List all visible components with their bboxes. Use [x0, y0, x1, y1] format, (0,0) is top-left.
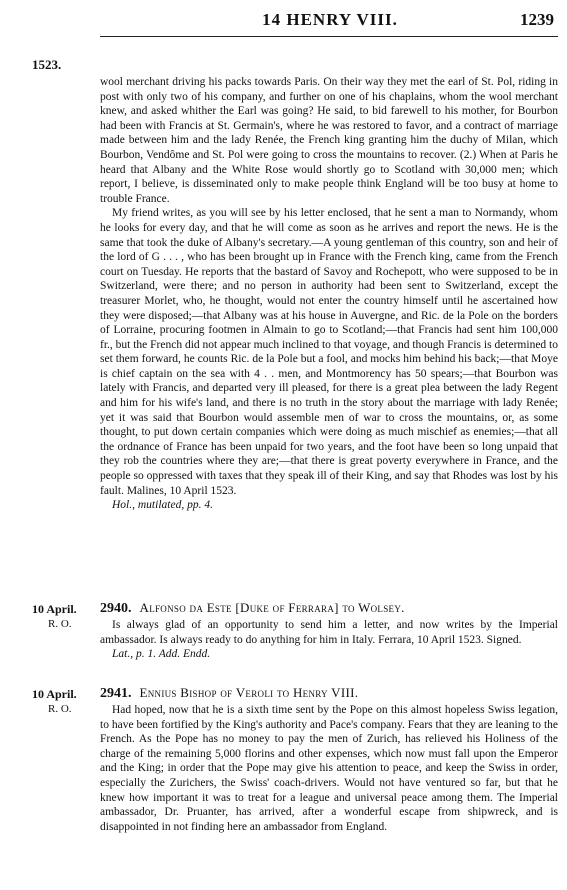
entry-source: R. O. — [48, 703, 72, 715]
entry-text: Is always glad of an opportunity to send him a letter, and now writes by the Imperial ambassador. Is always ready to do anything for him in Italy. Ferrara, 10 April 1523. Signed. — [100, 619, 558, 646]
body-paragraph: My friend writes, as you will see by his letter enclosed, that he sent a man to Normandy, whom he looks for every day, and that he will come as soon as he arrives and report the news. He is the same that took the duke of Albany's secretary.—A young gentleman of this country, son and heir of the lord of G . . . , who has been brought up in France with the French king, came from the French court on Tuesday. He reports that the bastard of Savoy and Rochepott, who were supposed to be in Switzerland, were there; and no person in authority had been sent to Switzerland, except the treasurer Morlet, who, he thought, would not enter the country himself until he ascertained how they were disposed;—that Albany was at his house in Auvergne, and Ric. de la Pole on the borders of Lorraine, procuring footmen in Almain to go to Scotland;—that Francis had sent him 100,000 fr., but the French did not appear much inclined to that voyage, and though Francis is determined to set them forward, he counts Ric. de la Pole but a fool, and mocks him behind his back;—that Moye is chief captain on the sea with 4 . . men, and Montmorency has 50 spears;—that Bourbon was lately with Francis, and departed very ill pleased, for there is a great plea between the lady Regent and him for his wife's land, and there is no truth in the story about the marriage with lady Renée; yet it was said that Bourbon would assemble men of war to cross the mountains, or, as some thought, to put down certain companies which were doing as much mischief as enemies;—that all the ordnance of France has been unpaid for two years, and the foot have been so long unpaid that they rob the countries where they are;—that there is great poverty everywhere in France, and the people so oppressed with taxes that they speak ill of their King, and say that Rhodes was lost by his fault. Malines, 10 April 1523. — [100, 207, 559, 497]
body-paragraph: wool merchant driving his packs towards Paris. On their way they met the earl of St. Pol, riding in post with only two of his company, and further on one of his chaplains, whom the wool merchant knew, and asked whither the Earl was going? He said, to bid farewell to his mother, for Bourbon had been with Francis at St. Germain's, where he was restored to favor, and a contract of marriage made between him and the lady Renée, the French king granting him the duchy of Milan, which Bourbon, Vendôme and St. Pol were going to cross the mountains to recover. (2.) When at Paris he heard that Albany and the White Rose would shortly go to Scotland with 30,000 men; which report, I believe, is disseminated only to make people think England will be too busy at home to trouble France. — [100, 76, 558, 205]
entry-date: 10 April. — [32, 602, 77, 616]
entry-heading — [100, 685, 558, 702]
entry-source: R. O. — [48, 618, 72, 630]
entry-title: Ennius Bishop of Veroli to Henry VIII. — [139, 685, 359, 700]
running-title: 14 HENRY VIII. — [262, 10, 398, 29]
entry-number: 2940. — [100, 601, 132, 616]
margin-year: 1523. — [32, 57, 62, 72]
entry-heading — [100, 600, 558, 617]
running-header — [100, 10, 560, 32]
entry-body — [100, 703, 558, 834]
page-number: 1239 — [520, 10, 554, 29]
entry-note: Hol., mutilated, pp. 4. — [112, 499, 213, 512]
entry-note: Lat., p. 1. Add. Endd. — [112, 648, 211, 661]
entry-text: Had hoped, now that he is a sixth time sent by the Pope on this almost hopeless Swiss legation, to have been fortified by the King's authority and Pace's company. Fears that they are leaning to the French. As the Pope has no money to pay the men of Zurich, has relieved his Holiness of the charge of the remaining 5,000 florins and other expenses, which now must fall upon the Emperor and the King; in order that the Pope may give his attention to peace, and keep the Swiss in order, especially the Zurichers, the Swiss' coach-drivers. Would not have ventured so far, but that he knew how important it was to treat for a league and universal peace among them. The Imperial ambassador, Dr. Pruanter, has arrived, after a wonderful escape from shipwreck, and is disappointed in not finding here an ambassador from England. — [100, 704, 558, 833]
continued-entry — [100, 75, 558, 513]
entry-body — [100, 618, 558, 662]
entry-date: 10 April. — [32, 687, 77, 701]
entry-number: 2941. — [100, 686, 132, 701]
header-rule — [100, 36, 558, 37]
entry-title: Alfonso da Este [Duke of Ferrara] to Wolsey. — [139, 600, 405, 615]
